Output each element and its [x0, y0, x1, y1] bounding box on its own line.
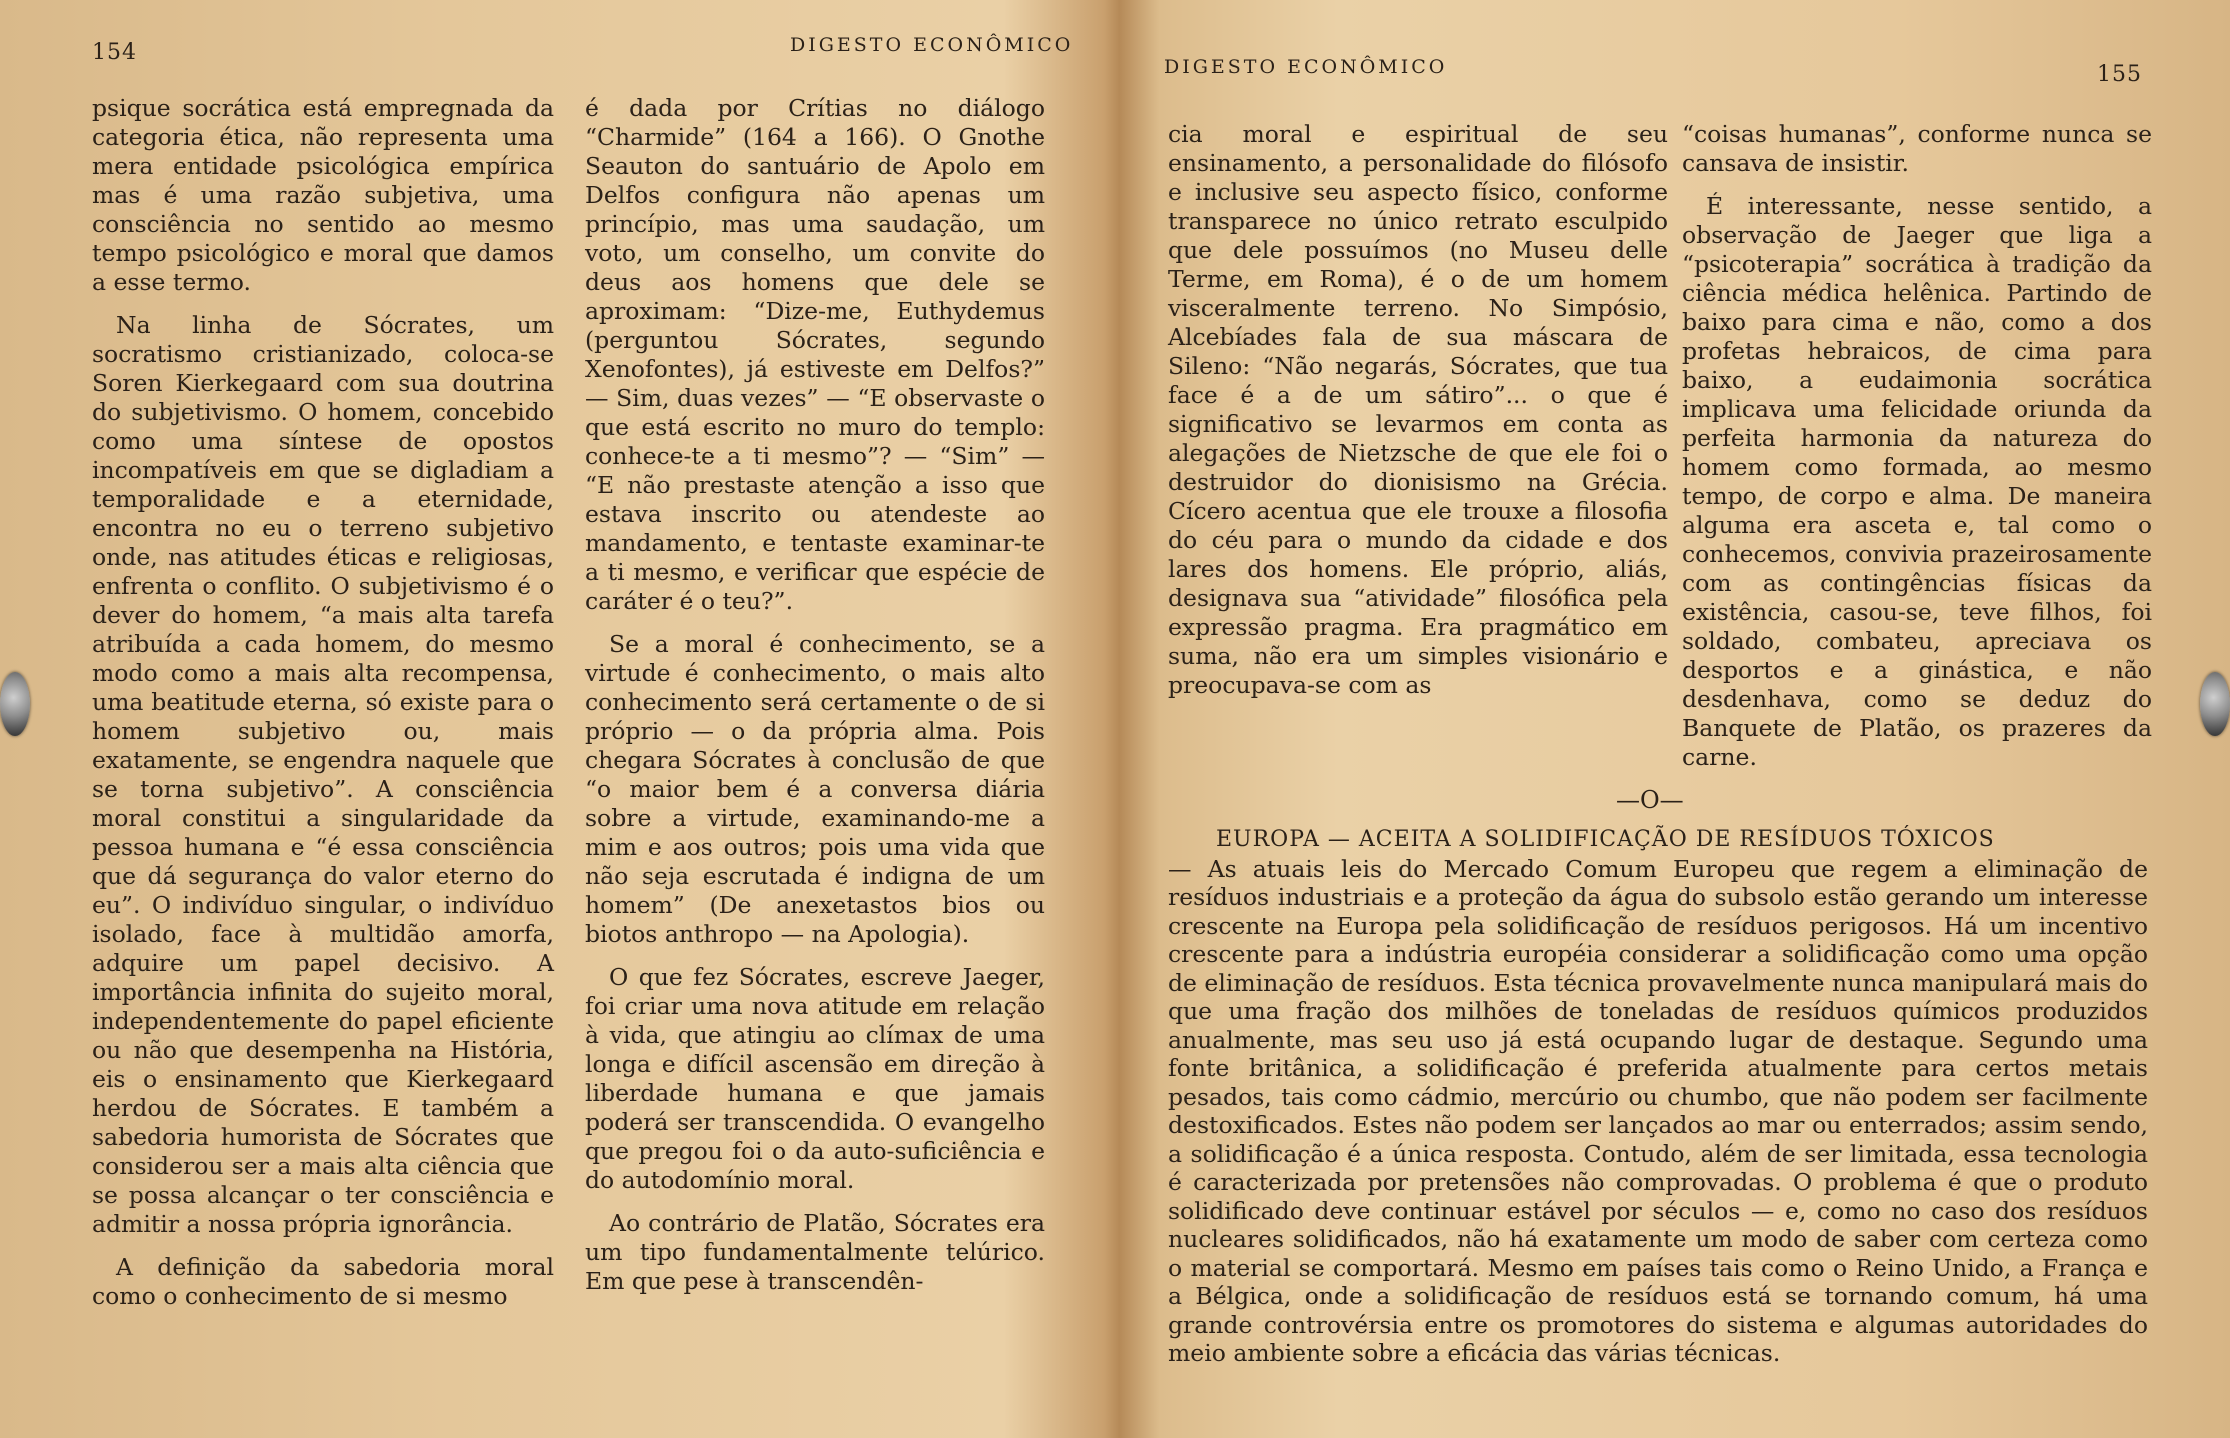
paragraph: é dada por Crítias no diálogo “Charmide” (164 a 166). O Gnothe Seauton do santuário de Apolo em Delfos configura não apenas um princípio, mas uma saudação, um voto, um conselho, um convite do deus aos homens que dele se aproximam: “Dize-me, Euthydemus (perguntou Sócrates, segundo Xenofontes), já estiveste em Delfos?” — Sim, duas vezes” — “E observaste o que está escrito no muro do templo: conhece-te a ti mesmo”? — “Sim” — “E não prestaste atenção a isso que estava inscrito ou atendeste ao mandamento, e tentaste examinar-te a ti mesmo, e verificar que espécie de caráter é o teu?”. — [585, 94, 1045, 615]
page-number: 154 — [92, 40, 137, 65]
paragraph: A definição da sabedoria moral como o conhecimento de si mesmo — [92, 1253, 554, 1310]
binding-hole — [0, 672, 30, 736]
left-page — [0, 0, 1112, 1438]
paragraph: cia moral e espiritual de seu ensinamento, a personalidade do filósofo e inclusive seu aspecto físico, conforme transparece no único retrato esculpido que dele possuímos (no Museu delle Terme, em Roma), é o de um homem visceralmente terreno. No Simpósio, Alcebíades fala de sua máscara de Sileno: “Não negarás, Sócrates, que tua face é a de um sátiro”... o que é significativo se levarmos em conta as alegações de Nietzsche de que ele foi o destruidor do dionisismo na Grécia. Cícero acentua que ele trouxe a filosofia do céu para o mundo da cidade e dos lares dos homens. Ele próprio, aliás, designava sua “atividade” filosófica pela expressão pragma. Era pragmático em suma, não era um simples visionário e preocupava-se com as — [1168, 120, 1668, 699]
paragraph: Se a moral é conhecimento, se a virtude é conhecimento, o mais alto conhecimento será certamente o de si próprio — o da própria alma. Pois chegara Sócrates à conclusão de que “o maior bem é a conversa diária sobre a virtude, examinando-me a mim e aos outros; pois uma vida que não seja escrutada é indigna de um homem” (De anexetastos bios ou biotos anthropo — na Apologia). — [585, 630, 1045, 948]
binding-hole — [2200, 672, 2230, 736]
page-number: 155 — [2097, 62, 2142, 87]
left-column-1 — [92, 94, 554, 1325]
left-column-2 — [585, 94, 1045, 1310]
paragraph: O que fez Sócrates, escreve Jaeger, foi criar uma nova atitude em relação à vida, que atingiu ao clímax de uma longa e difícil ascensão em direção à liberdade humana e que jamais poderá ser transcendida. O evangelho que pregou foi o da auto-suficiência e do autodomínio moral. — [585, 963, 1045, 1194]
right-column-2 — [1682, 120, 2152, 786]
paragraph: É interessante, nesse sentido, a observação de Jaeger que liga a “psicoterapia” socrática à tradição da ciência médica helênica. Partindo de baixo para cima e não, como a dos profetas hebraicos, de cima para baixo, a eudaimonia socrática implicava uma felicidade oriunda da perfeita harmonia da natureza do homem como formada, ao mesmo tempo, de corpo e alma. De maneira alguma era asceta e, tal como o conhecemos, convivia prazeirosamente com as contingências físicas da existência, casou-se, teve filhos, foi soldado, combateu, apreciava os desportos e a ginástica, e não desdenhava, como se deduz do Banquete de Platão, os prazeres da carne. — [1682, 192, 2152, 771]
right-column-1 — [1168, 120, 1668, 714]
right-page — [1112, 0, 2230, 1438]
running-head: DIGESTO ECONÔMICO — [790, 34, 1074, 56]
news-headline: EUROPA — ACEITA A SOLIDIFICAÇÃO DE RESÍDUOS TÓXICOS — [1216, 827, 1995, 852]
section-divider: —O— — [1616, 786, 1684, 814]
running-head: DIGESTO ECONÔMICO — [1164, 56, 1448, 78]
paragraph: “coisas humanas”, conforme nunca se cansava de insistir. — [1682, 120, 2152, 177]
paragraph: Na linha de Sócrates, um socratismo cristianizado, coloca-se Soren Kierkegaard com sua doutrina do subjetivismo. O homem, concebido como uma síntese de opostos incompatíveis em que se digladiam a temporalidade e a eternidade, encontra no eu o terreno subjetivo onde, nas atitudes éticas e religiosas, enfrenta o conflito. O subjetivismo é o dever do homem, “a mais alta tarefa atribuída a cada homem, do mesmo modo como a mais alta recompensa, uma beatitude eterna, só existe para o homem subjetivo ou, mais exatamente, se engendra naquele que se torna subjetivo”. A consciência moral constitui a singularidade da pessoa humana e “é essa consciência que dá segurança do valor eterno do eu”. O indivíduo singular, o indivíduo isolado, face à multidão amorfa, adquire um papel decisivo. A importância infinita do sujeito moral, independentemente do papel eficiente ou não que desempenha na História, eis o ensinamento que Kierkegaard herdou de Sócrates. E também a sabedoria humorista de Sócrates que considerou ser a mais alta ciência que se possa alcançar o ter consciência e admitir a nossa própria ignorância. — [92, 311, 554, 1238]
news-article — [1168, 826, 2148, 1368]
paragraph: psique socrática está empregnada da categoria ética, não representa uma mera entidade psicológica empírica mas é uma razão subjetiva, uma consciência no sentido ao mesmo tempo psicológico e moral que damos a esse termo. — [92, 94, 554, 296]
news-body: — As atuais leis do Mercado Comum Europeu que regem a eliminação de resíduos industriais e a proteção da água do subsolo estão gerando um interesse crescente na Europa pela solidificação de resíduos perigosos. Há um incentivo crescente para a indústria européia considerar a solidificação como uma opção de eliminação de resíduos. Esta técnica provavelmente nunca manipulará mais do que uma fração dos milhões de toneladas de resíduos químicos produzidos anualmente, mas seu uso já está ocupando lugar de destaque. Segundo uma fonte britânica, a solidificação é preferida atualmente para certos metais pesados, tais como cádmio, mercúrio ou chumbo, que não podem ser facilmente destoxificados. Estes não podem ser lançados ao mar ou enterrados; assim sendo, a solidificação é a única resposta. Contudo, além de ser limitada, essa tecnologia é caracterizada por pretensões não comprovadas. O problema é que o produto solidificado deve continuar estável por séculos — e, como no caso dos resíduos nucleares solidificados, não há exatamente um modo de saber com certeza como o material se comportará. Mesmo em países tais como o Reino Unido, a França e a Bélgica, onde a solidificação de resíduos está se tornando comum, há uma grande controvérsia entre os promotores do sistema e algumas autoridades do meio ambiente sobre a eficácia das várias técnicas. — [1168, 854, 2149, 1367]
paragraph: Ao contrário de Platão, Sócrates era um tipo fundamentalmente telúrico. Em que pese à transcendên- — [585, 1209, 1045, 1295]
